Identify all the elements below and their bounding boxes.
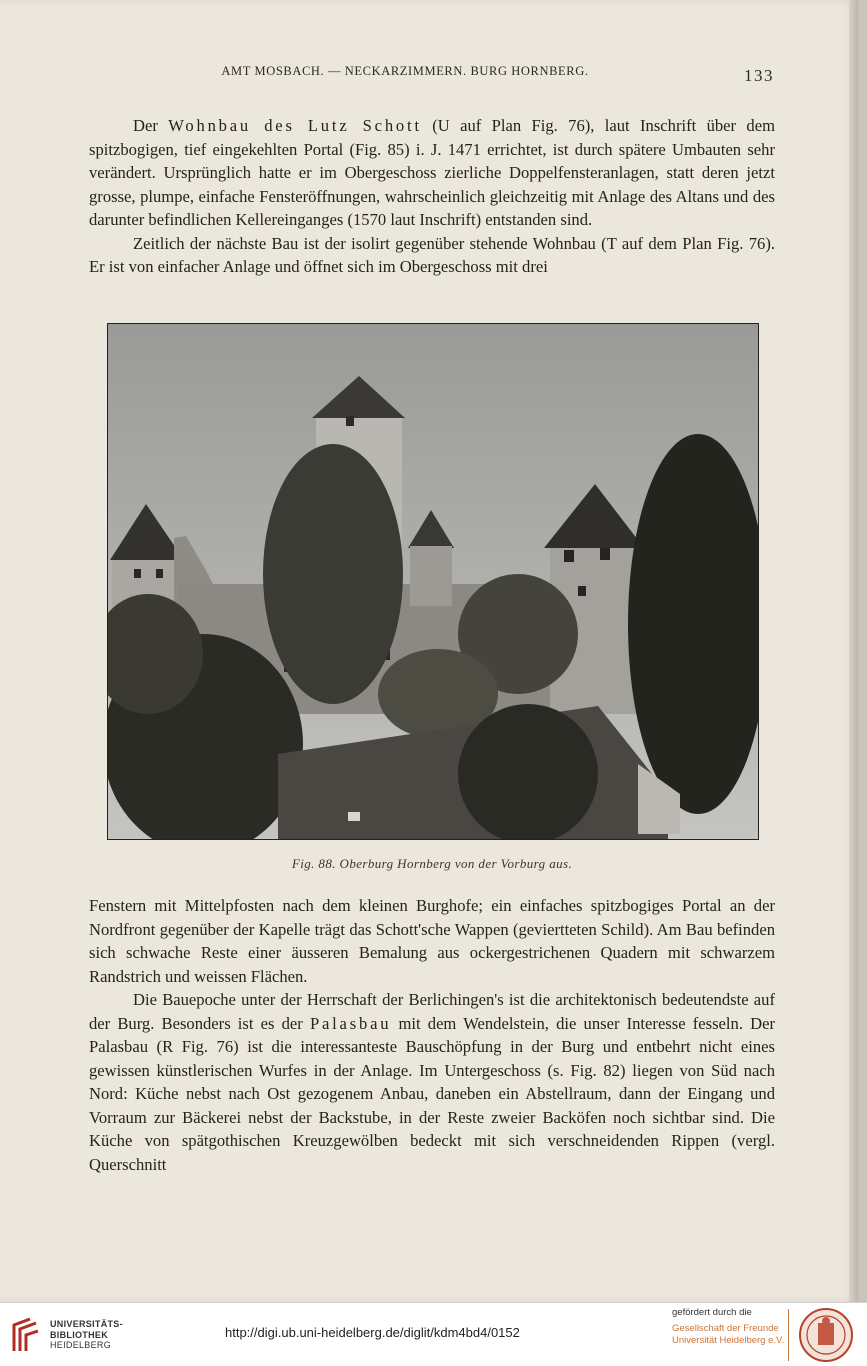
footer-bar	[0, 1302, 867, 1366]
seal-icon	[798, 1307, 854, 1363]
figure-photo	[107, 323, 759, 840]
page-number: 133	[744, 66, 774, 85]
friends-line: Gesellschaft der Freunde	[672, 1323, 779, 1334]
figure-caption: Fig. 88. Oberburg Hornberg von der Vorburg aus.	[291, 856, 573, 871]
castle-photo	[108, 324, 758, 839]
library-name	[50, 1319, 123, 1351]
ub-logo-icon	[10, 1315, 42, 1355]
spaced-emphasis: Wohnbau des Lutz Schott	[168, 116, 422, 135]
friends-line: Universität Heidelberg e.V.	[672, 1335, 785, 1346]
paragraph-palasbau	[89, 988, 775, 1176]
body-text-bottom	[89, 894, 775, 1176]
library-line: HEIDELBERG	[50, 1340, 112, 1350]
body-text-top	[89, 114, 775, 279]
page-edge	[849, 0, 858, 1302]
paragraph-text: Fenstern mit Mittelpfosten nach dem kleinen Burghofe; ein einfaches spitzbogiges Portal an der Nordfront gegenüber der Kapelle trägt das Schott'sche Wappen (geviertteten Schild). Am Bau befinden sich schwache Reste einer äusseren Bemalung aus ockergestrichenen Quadern mit schwarzem Randstrich und weissen Flächen.	[89, 896, 775, 986]
paragraph-wohnbau-t	[89, 232, 775, 279]
library-line: UNIVERSITÄTS-	[50, 1319, 123, 1329]
footer-divider	[788, 1309, 789, 1361]
spaced-emphasis: Palasbau	[309, 1013, 392, 1033]
permalink-url[interactable]: http://digi.ub.uni-heidelberg.de/diglit/kdm4bd4/0152	[225, 1325, 520, 1340]
funded-by-label: gefördert durch die	[672, 1307, 752, 1318]
paragraph-text: Die Bauepoche unter der Herrschaft der Berlichingen's ist die architektonisch bedeutendste auf der Burg. Besonders ist es der Palasbau mit dem Wendelstein, die unser Interesse fesseln. Der Palasbau (R Fig. 76) ist die interessanteste Bauschöpfung in der Burg und entbehrt nicht eines gewissen künstlerischen Wurfes in der Anlage. Im Untergeschoss (s. Fig. 82) liegen von Süd nach Nord: Küche nebst nach Ost gezogenem Anbau, daneben ein Abstellraum, dann der Eingang und Vorraum zur Bäckerei nebst der Backstube, in der Reste zweier Backöfen noch sichtbar sind. Die Küche von spätgothischen Kreuzgewölben bedeckt mit sich verschneidenden Rippen (vergl. Querschnitt	[89, 990, 775, 1174]
running-head-title: AMT MOSBACH. — NECKARZIMMERN. BURG HORNBERG.	[221, 64, 589, 78]
library-line: BIBLIOTHEK	[50, 1329, 108, 1340]
paragraph-fenstern	[89, 894, 775, 988]
friends-society[interactable]	[672, 1323, 784, 1347]
paragraph-text: Der Wohnbau des Lutz Schott (U auf Plan Fig. 76), laut Inschrift über dem spitzbogigen, tief eingekehlten Portal (Fig. 85) i. J. 1471 errichtet, ist durch spätere Umbauten sehr verändert. Ursprünglich hatte er im Obergeschoss zierliche Doppelfensteranlagen, statt deren jetzt grosse, plumpe, einfache Fensteröffnungen, wahrscheinlich gleichzeitig mit Anlage des Altans und des darunter befindlichen Kellereinganges (1570 laut Inschrift) entstanden sind.	[89, 116, 776, 229]
paragraph-text: Zeitlich der nächste Bau ist der isolirt gegenüber stehende Wohnbau (T auf dem Plan Fig. 76). Er ist von einfacher Anlage und öffnet sich im Obergeschoss mit drei	[89, 233, 775, 276]
paragraph-wohnbau-schott	[89, 114, 775, 232]
